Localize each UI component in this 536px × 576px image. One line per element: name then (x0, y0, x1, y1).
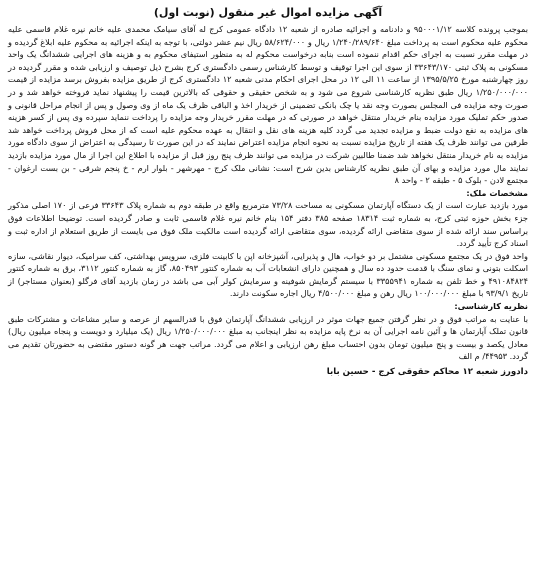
expert-opinion-paragraph: با عنایت به مراتب فوق و در نظر گرفتن جمیع جهات موثر در ارزیابی ششدانگ آپارتمان فوق با قدرالسهم از عرصه و سایر مشاعات و مشترکات طبق قانون تملک آپارتمان ها و آئین نامه اجرایی آن به نرخ پایه مزایده به نظر اینجانب به مبلغ ۱/۲۵۰/۰۰۰/۰۰۰ ریال (یک میلیارد و دویست و پنجاه میلیون ریال) معادل یکصد و بیست و پنج میلیون تومان بدون احتساب مبلغ رهن ارزیابی و اعلام می گردد. مراتب جهت هر گونه دستور مقتضی به حضورتان تقدیم می گردد. ۴۴۹۵۳/ م الف (8, 313, 528, 362)
notice-body-paragraph: بموجب پرونده کلاسه ۹۵۰۰۰۱/۱۲ و دادنامه و اجرائیه صادره از شعبه ۱۲ دادگاه عمومی کرج له آقای سیامک محمدی علیه خانم نیره غلام قاسمی علیه محکوم علیه محکوم است به پرداخت مبلغ ۱/۲۴۰/۲۸۹/۶۴۰ ریال و ۵۸/۶۲۴/۰۰۰ ریال نیم عشر دولتی، با توجه به اینکه اجرائیه به محکوم علیه ابلاغ گردیده و در مهلت مقرر نسبت به اجرای حکم اقدام ننموده است بنابه درخواست محکوم له به منظور استیفای محکوم به و هزینه های اجرایی ششدانگ یک واحد مسکونی به پلاک ثبتی ۳۳۶۴۳/۱۷۰ از سوی این اجرا توقیف و توسط کارشناس رسمی دادگستری کرج بشرح ذیل توصیف و ارزیابی شده و مقرر گردیده در روز چهارشنبه مورخ ۱۳۹۵/۵/۲۵ از ساعت ۱۱ الی ۱۲ در محل اجرای احکام مدنی شعبه ۱۲ دادگستری کرج از طریق مزایده بفروش برسد مزایده از قیمت ۱/۲۵۰/۰۰۰/۰۰۰ ریال طبق نظریه کارشناسی شروع می شود و به شخص حقیقی و حقوقی که بالاترین قیمت را پیشنهاد نماید فروخته خواهد شد و در صورت وجه مزایده فی المجلس بصورت وجه نقد یا چک بانکی تضمینی از خریدار اخذ و الباقی ظرف یک ماه از وی وصول و پس از انجام مراحل قانونی و صدور حکم تملیک مورد مزایده بنام خریدار منتقل خواهد در صورتی که در مهلت مقرر خریدار وجه مزایده را پرداخت ننماید سپرده وی پس از کسر هزینه های مزایده به نفع دولت ضبط و مزایده تجدید می گردد کلیه هزینه های نقل و انتقال به عهده محکوم علیه است که از محل فروش پرداخت خواهد شد طرفین می توانند ظرف یک هفته از تاریخ مزایده نسبت به نحوه انجام مزایده اعتراض نمایند که در این صورت تا رسیدگی به اعتراض از سوی دادگاه مورد مزایده به نام خریدار منتقل نخواهد شد ضمنا طالبین شرکت در مزایده می توانند ظرف پنج روز قبل از مزایده با اطلاع این اجرا از مال مورد مزایده بازدید نمایند مال مورد مزایده و بهای آن طبق نظریه کارشناس بدین شرح است: نشانی ملک کرج - مهرشهر - بلوار ارم - خ پنجم شرقی - بن بست ارغوان - مجتمع لادن - بلوک ۵ - طبقه ۲ - واحد ۸ (8, 24, 529, 186)
signature: دادورز شعبه ۱۲ محاکم حقوقی کرج - حسین بابا (326, 367, 528, 378)
unit-details-paragraph: واحد فوق در یک مجتمع مسکونی مشتمل بر دو خواب، هال و پذیرایی، آشپزخانه اپن با کابینت فلزی، سرویس بهداشتی، کف سرامیک، دیوار نقاشی، سازه اسکلت بتونی و نمای سنگ با قدمت حدود ده سال و همچنین دارای انشعابات آب به شماره کنتور ۸۵۰۴۹۳، گاز به شماره کنتور ۳۱۱۲، برق به شماره کنتور ۴۹۱۰۸۴۸۲۴ و خط تلفن به شماره ۳۳۵۵۹۴۱ با سیستم گرمایش شوفینه و سرمایش کولر آبی می باشد در زمان بازدید آقای فرگلو (بعنوان مستاجر) از تاریخ ۹۳/۹/۱ با مبلغ ۱۰۰/۰۰۰/۰۰۰ ریال رهن و مبلغ ۴/۵۰۰/۰۰۰ ریال اجاره سکونت دارند. (8, 250, 529, 299)
expert-opinion-heading: نظریه کارشناسی: (454, 301, 528, 312)
notice-title: آگهی مزایده اموال غیر منقول (نوبت اول) (153, 6, 383, 19)
property-specs-heading: مشخصات ملک: (466, 187, 528, 198)
property-description-paragraph: مورد بازدید عبارت است از یک دستگاه آپارتمان مسکونی به مساحت ۷۳/۲۸ مترمربع واقع در طبقه دوم به شماره پلاک ۳۳۶۴۳ فرعی از ۱۷۰ اصلی مذکور جزء بخش حوزه ثبتی کرج، به شماره ثبت ۱۸۳۱۴ صفحه ۳۸۵ دفتر ۱۵۴ بنام خانم نیره غلام قاسمی ثابت و صادر گردیده است. توضیحا اطلاعات فوق براساس سند ارائه شده از سوی متقاضی ارائه گردیده، سوی متقاضی ارائه گردیده است مالکیت ملک فوق می بایست از طریق استعلام از اداره ثبت و اسناد کرج تأیید گردد. (8, 200, 528, 249)
